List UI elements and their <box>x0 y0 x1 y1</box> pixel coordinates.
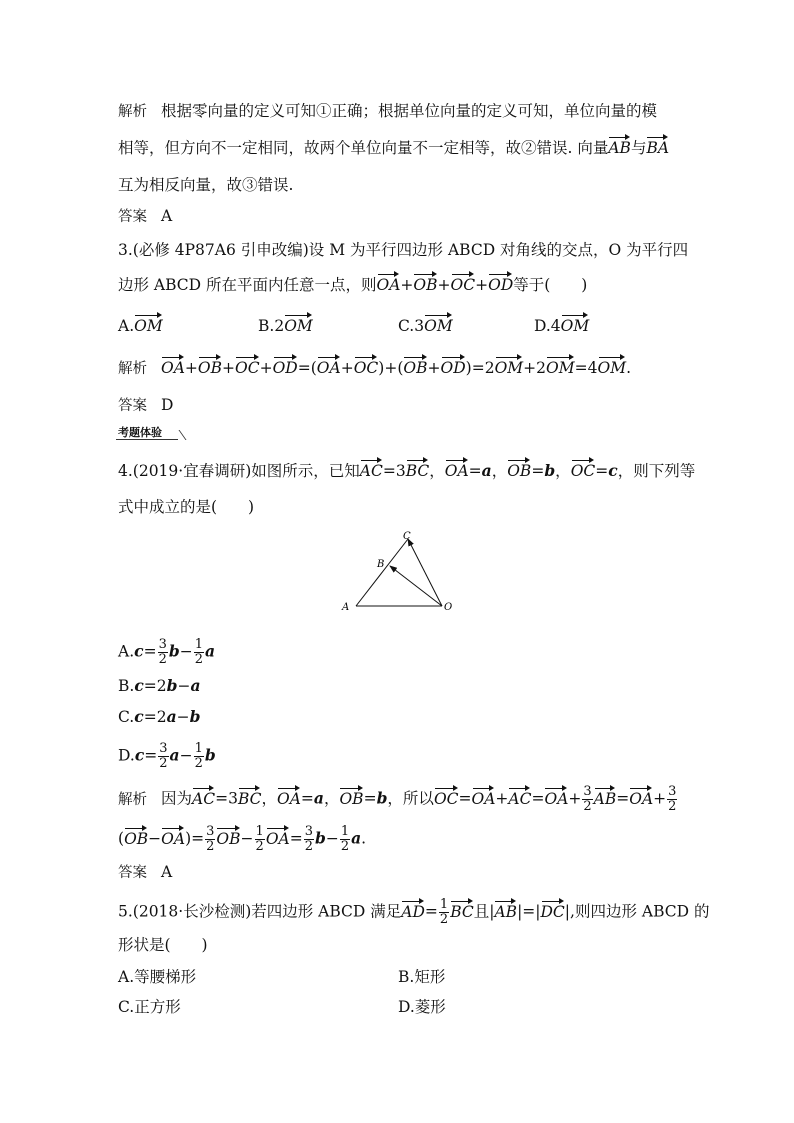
vector-ba: BA <box>646 139 670 157</box>
analysis-label: 解析 <box>118 104 147 120</box>
solution-3: 解析 OA+OB+OC+OD=(OA+OC)+(OB+OD)=2OM+2OM=4OM. <box>118 359 632 377</box>
q3-option-b: B.2OM <box>258 317 313 335</box>
point-b-label: B <box>377 559 385 570</box>
solution-1-line-3: 互为相反向量，故③错误. <box>118 176 294 194</box>
q3-option-c: C.3OM <box>398 317 453 335</box>
q4-option-c: C.c=2a−b <box>118 707 201 726</box>
question-4-line-1: 4.(2019·宜春调研)如图所示，已知AC=3BC，OA=a，OB=b，OC=c，则下列等 <box>118 461 696 480</box>
vector-ab: AB <box>608 139 631 157</box>
q4-option-a: A.c= $\frac{3}{2}$ b− $\frac{1}{2}$ a <box>118 637 216 667</box>
triangle-figure <box>338 528 468 616</box>
answer-4: 答案 A <box>118 863 173 881</box>
q3-option-d: D.4OM <box>534 317 590 335</box>
answer-1: 答案 A <box>118 207 173 225</box>
answer-3: 答案 D <box>118 396 174 414</box>
q5-option-c: C.正方形 <box>118 998 181 1016</box>
solution-4-line-2: (OB−OA)= $\frac{3}{2}$ OB− $\frac{1}{2}$ OA= $\frac{3}{2}$ b− $\frac{1}{2}$ a. <box>118 824 367 854</box>
solution-1-line-2: 相等，但方向不一定相同，故两个单位向量不一定相等，故②错误. 向量AB与BA <box>118 139 670 157</box>
section-tag: 考题体验 <box>118 424 162 440</box>
question-3-line-1: 3.(必修 4P87A6 引申改编)设 M 为平行四边形 ABCD 对角线的交点，O 为平行四 <box>118 241 689 259</box>
point-a-label: A <box>342 602 350 613</box>
question-5-line-1: 5.(2018·长沙检测)若四边形 ABCD 满足AD= $\frac{1}{2}$ BC且|AB|=|DC|,则四边形 ABCD 的 <box>118 897 710 927</box>
q5-option-b: B.矩形 <box>398 968 446 986</box>
question-5-line-2: 形状是( ) <box>118 936 208 954</box>
q4-option-d: D.c= $\frac{3}{2}$ a− $\frac{1}{2}$ b <box>118 741 216 771</box>
q3-option-a: A.OM <box>118 317 163 335</box>
solution-4-line-1: 解析 因为AC=3BC，OA=a，OB=b，所以OC=OA+AC=OA+ $\frac{3}{2}$ AB=OA+ $\frac{3}{2}$ <box>118 784 677 814</box>
q4-option-b: B.c=2b−a <box>118 676 201 695</box>
q5-option-d: D.菱形 <box>398 998 446 1016</box>
q5-option-a: A.等腰梯形 <box>118 968 197 986</box>
point-c-label: C <box>403 531 411 542</box>
question-4-line-2: 式中成立的是( ) <box>118 498 255 516</box>
point-o-label: O <box>444 602 453 613</box>
solution-1-line-1: 解析 根据零向量的定义可知①正确；根据单位向量的定义可知，单位向量的模 <box>118 102 658 120</box>
question-3-line-2: 边形 ABCD 所在平面内任意一点，则OA+OB+OC+OD等于( ) <box>118 276 588 294</box>
